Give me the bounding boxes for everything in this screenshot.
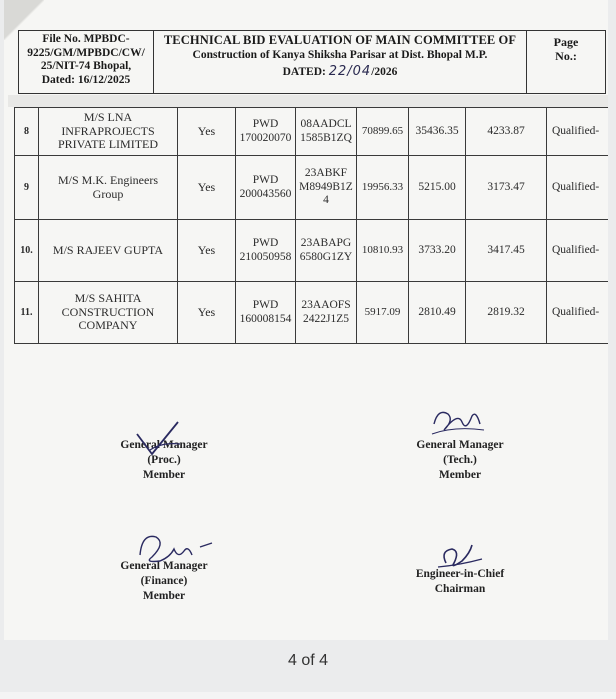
- table-row: [15, 156, 609, 220]
- page-indicator: 4 of 4: [287, 652, 329, 669]
- amount-1: 70899.65: [357, 108, 409, 156]
- amount-2: 3733.20: [409, 220, 466, 282]
- signature-block-tech: [396, 438, 524, 483]
- bidder-name-line: M/S RAJEEV GUPTA: [52, 242, 164, 257]
- bidder-name-line: PRIVATE LIMITED: [57, 137, 159, 152]
- bidder-name: [39, 156, 178, 220]
- bidder-name-line: COMPANY: [78, 318, 138, 333]
- gst-line: 2422J1Z5: [303, 312, 349, 325]
- qualification-status: Qualified-: [547, 282, 609, 344]
- signature-mark-icon: [424, 404, 494, 444]
- pwd-line: 170020070: [239, 131, 292, 144]
- pwd-line: 160008154: [239, 312, 292, 325]
- document-page: [4, 0, 608, 640]
- signature-mark-icon: [130, 527, 220, 573]
- page-label-line: Page: [553, 35, 579, 49]
- bidder-name-line: M/S SAHITA: [74, 291, 142, 306]
- page-number-cell: [527, 31, 606, 94]
- dated-label: DATED:: [282, 66, 326, 78]
- document-header: [18, 30, 606, 94]
- qualification-status: Qualified-: [547, 108, 609, 156]
- bidder-name-line: Group: [92, 186, 124, 201]
- dated-handwritten: 22/04: [328, 64, 372, 79]
- pwd-line: PWD: [252, 237, 279, 249]
- signature-mark-icon: [432, 541, 492, 575]
- signatory-dept: (Proc.): [147, 454, 181, 466]
- signatory-title: General Manager: [120, 560, 208, 572]
- amount-3: 3417.45: [466, 220, 547, 282]
- document-title: TECHNICAL BID EVALUATION OF MAIN COMMITTEE OF: [163, 33, 517, 47]
- amount-1: 10810.93: [357, 220, 409, 282]
- signature-block-chief: [396, 567, 524, 597]
- gst-line: M8949B1Z: [299, 180, 353, 193]
- amount-3: 2819.32: [466, 282, 547, 344]
- pwd-line: PWD: [252, 118, 279, 130]
- bidder-name: [39, 282, 178, 344]
- amount-2: 2810.49: [409, 282, 466, 344]
- signature-mark-icon: [132, 420, 192, 460]
- pwd-line: 210050958: [239, 250, 292, 263]
- bidder-name-line: M/S M.K. Engineers: [58, 173, 158, 187]
- signatory-title: General Manager: [120, 439, 208, 451]
- amount-2: 35436.35: [409, 108, 466, 156]
- page-gap: [8, 95, 608, 107]
- gst-line: 08AADCL: [300, 118, 352, 130]
- file-no-line: 25/NIT-74 Bhopal,: [40, 60, 132, 72]
- bid-evaluation-table: [14, 107, 608, 344]
- amount-1: 19956.33: [357, 156, 409, 220]
- gst-number: [296, 156, 357, 220]
- signature-block-proc: [100, 438, 228, 483]
- gst-line: 23AAOFS: [301, 299, 351, 311]
- bidder-name: [39, 108, 178, 156]
- page-label-line: No.:: [555, 49, 577, 63]
- file-number-cell: [19, 31, 154, 94]
- eligibility: Yes: [178, 108, 236, 156]
- bidder-name-line: INFRAPROJECTS: [61, 123, 155, 138]
- gst-line: 23ABAPG: [300, 237, 352, 249]
- serial-number: 9: [15, 156, 39, 220]
- table-row: [15, 108, 609, 156]
- qualification-status: Qualified-: [547, 220, 609, 282]
- table-row: [15, 282, 609, 344]
- viewer-bottom-bar: [0, 692, 616, 699]
- pwd-line: PWD: [252, 299, 279, 311]
- pwd-line: 200043560: [239, 187, 292, 200]
- pwd-registration: [236, 282, 296, 344]
- gst-line: 6580G1ZY: [299, 250, 353, 263]
- gst-line: 23ABKF: [304, 167, 348, 180]
- bidder-name-line: CONSTRUCTION: [61, 304, 155, 319]
- pwd-line: PWD: [252, 174, 279, 186]
- document-date: [155, 63, 525, 81]
- bidder-name-line: M/S LNA: [83, 110, 133, 125]
- serial-number: 11.: [15, 282, 39, 344]
- amount-3: 3173.47: [466, 156, 547, 220]
- signatory-role: Member: [142, 590, 186, 602]
- eligibility: Yes: [178, 156, 236, 220]
- file-no-line: 9225/GM/MPBDC/CW/: [27, 46, 145, 59]
- table-row: [15, 220, 609, 282]
- gst-line: 1585B1ZQ: [300, 131, 352, 144]
- title-cell: [154, 31, 527, 94]
- pwd-registration: [236, 220, 296, 282]
- gst-number: [296, 220, 357, 282]
- qualification-status: Qualified-: [547, 156, 609, 220]
- signatory-role: Chairman: [434, 583, 486, 595]
- signatory-title: Engineer-in-Chief: [415, 568, 505, 580]
- signatory-title: General Manager: [416, 439, 504, 451]
- gst-number: [296, 108, 357, 156]
- serial-number: 8: [15, 108, 39, 156]
- signatory-role: Member: [142, 469, 186, 481]
- serial-number: 10.: [15, 220, 39, 282]
- document-subtitle: Construction of Kanya Shiksha Parisar at Dist. Bhopal M.P.: [192, 49, 488, 61]
- amount-1: 5917.09: [357, 282, 409, 344]
- amount-2: 5215.00: [409, 156, 466, 220]
- amount-3: 4233.87: [466, 108, 547, 156]
- dated-year: /2026: [371, 66, 398, 78]
- bidder-name: [39, 220, 178, 282]
- gst-line: 4: [323, 194, 329, 207]
- signatory-dept: (Finance): [140, 575, 188, 587]
- eligibility: Yes: [178, 220, 236, 282]
- signatory-role: Member: [438, 469, 482, 481]
- pwd-registration: [236, 108, 296, 156]
- signature-block-finance: [100, 559, 228, 604]
- file-no-line: File No. MPBDC-: [42, 33, 130, 45]
- eligibility: Yes: [178, 282, 236, 344]
- file-no-line: Dated: 16/12/2025: [41, 73, 131, 86]
- gst-number: [296, 282, 357, 344]
- pwd-registration: [236, 156, 296, 220]
- signatory-dept: (Tech.): [443, 454, 477, 466]
